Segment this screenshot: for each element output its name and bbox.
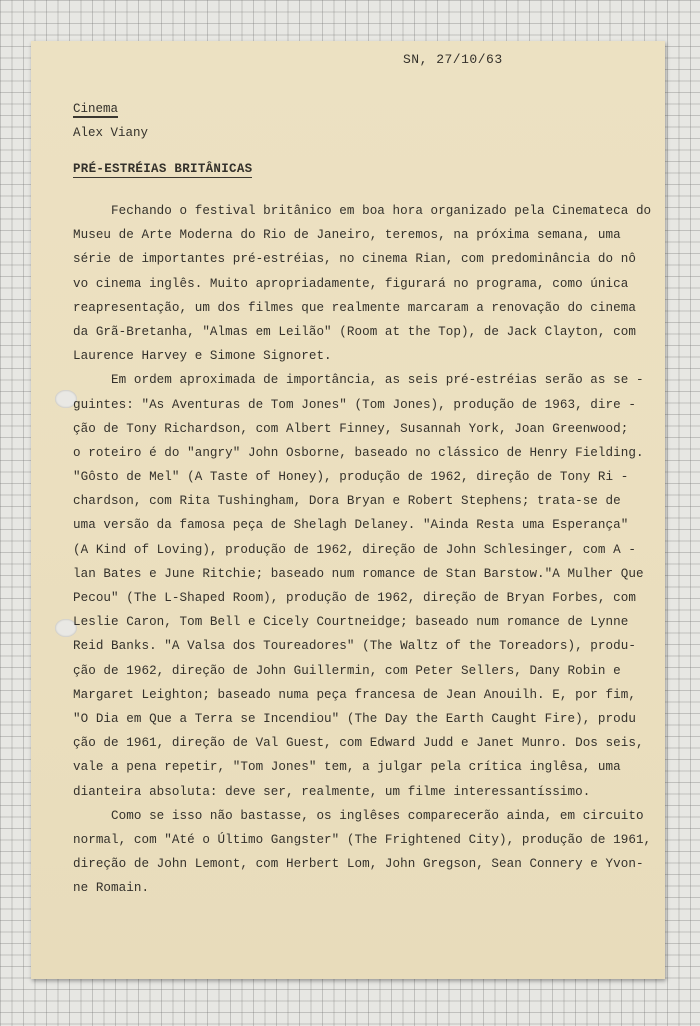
text-line: Leslie Caron, Tom Bell e Cicely Courtneidge; baseado num romance de Lynne: [73, 615, 629, 630]
text-line: vo cinema inglês. Muito apropriadamente, figurará no programa, como única: [73, 276, 629, 291]
text-line: Reid Banks. "A Valsa dos Toureadores" (The Waltz of the Toreadors), produ-: [73, 639, 636, 654]
text-line: Fechando o festival britânico em boa hora organizado pela Cinemateca do: [73, 204, 652, 218]
text-line: direção de John Lemont, com Herbert Lom, John Gregson, Sean Connery e Yvon-: [73, 857, 644, 872]
text-line: guintes: "As Aventuras de Tom Jones" (Tom Jones), produção de 1963, dire -: [73, 397, 636, 412]
text-line: "O Dia em Que a Terra se Incendiou" (The Day the Earth Caught Fire), produ: [73, 711, 636, 726]
text-line: ção de 1961, direção de Val Guest, com Edward Judd e Janet Munro. Dos seis,: [73, 736, 644, 751]
text-line: uma versão da famosa peça de Shelagh Delaney. "Ainda Resta uma Esperança": [73, 518, 629, 533]
article-body: [73, 199, 652, 900]
text-line: série de importantes pré-estréias, no cinema Rian, com predominância do nô: [73, 252, 636, 267]
text-line: vale a pena repetir, "Tom Jones" tem, a julgar pela crítica inglêsa, uma: [73, 760, 621, 775]
text-line: Como se isso não bastasse, os inglêses comparecerão ainda, em circuito: [73, 808, 644, 823]
author-name: Alex Viany: [73, 126, 149, 140]
text-line: lan Bates e June Ritchie; baseado num romance de Stan Barstow."A Mulher Que: [73, 566, 644, 581]
document-reference: SN, 27/10/63: [403, 52, 503, 67]
text-line: ne Romain.: [73, 881, 150, 896]
section-label: Cinema: [73, 102, 119, 116]
text-line: reapresentação, um dos filmes que realmente marcaram a renovação do cinema: [73, 300, 636, 315]
text-line: chardson, com Rita Tushingham, Dora Bryan e Robert Stephens; trata-se de: [73, 494, 621, 509]
text-line: dianteira absoluta: deve ser, realmente, um filme interessantíssimo.: [73, 784, 591, 799]
text-line: ção de Tony Richardson, com Albert Finney, Susannah York, Joan Greenwood;: [73, 421, 629, 436]
text-line: "Gôsto de Mel" (A Taste of Honey), produção de 1962, direção de Tony Ri -: [73, 470, 629, 485]
text-line: ção de 1962, direção de John Guillermin, com Peter Sellers, Dany Robin e: [73, 663, 621, 678]
article-title: PRÉ-ESTRÉIAS BRITÂNICAS: [73, 162, 253, 176]
text-line: (A Kind of Loving), produção de 1962, direção de John Schlesinger, com A -: [73, 542, 636, 557]
text-line: Em ordem aproximada de importância, as seis pré-estréias serão as se -: [73, 373, 644, 388]
text-line: o roteiro é do "angry" John Osborne, baseado no clássico de Henry Fielding.: [73, 445, 644, 460]
text-line: Margaret Leighton; baseado numa peça francesa de Jean Anouilh. E, por fim,: [73, 687, 636, 702]
text-line: da Grã-Bretanha, "Almas em Leilão" (Room at the Top), de Jack Clayton, com: [73, 324, 636, 339]
section-heading: [73, 97, 118, 121]
text-line: normal, com "Até o Último Gangster" (The Frightened City), produção de 1961,: [73, 832, 652, 847]
typewritten-page: [31, 41, 665, 979]
text-line: Laurence Harvey e Simone Signoret.: [73, 349, 332, 364]
text-line: Pecou" (The L-Shaped Room), produção de 1962, direção de Bryan Forbes, com: [73, 591, 636, 605]
text-line: Museu de Arte Moderna do Rio de Janeiro, teremos, na próxima semana, uma: [73, 228, 621, 243]
